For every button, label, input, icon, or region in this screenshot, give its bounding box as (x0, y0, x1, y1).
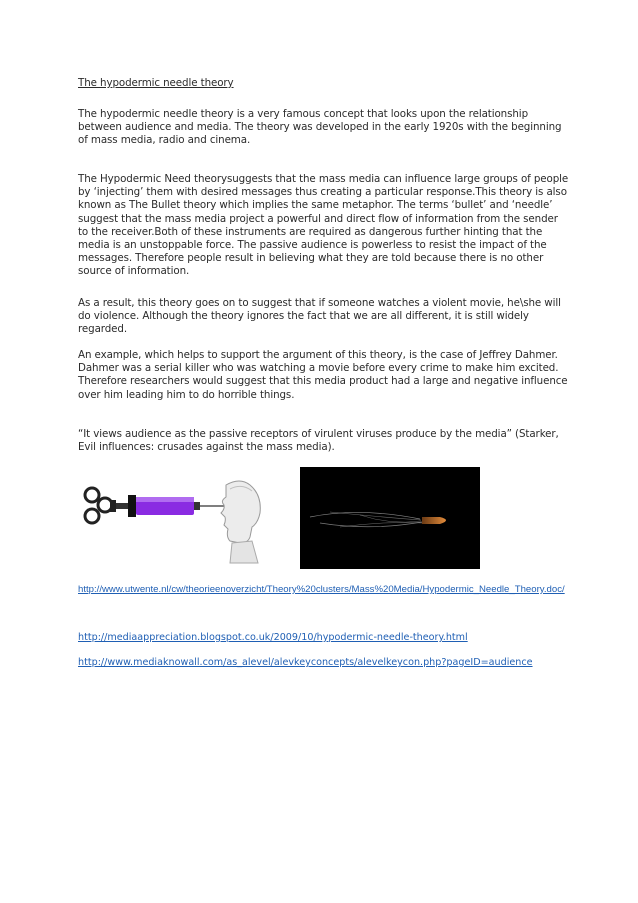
paragraph-example: An example, which helps to support the argument of this theory, is the case of Jeffrey Dahmer. Dahmer was a serial killer who was watching a movie before every crime to make him excited. Therefore researchers would suggest that this media product had a large and negative influence over him leading him to do horrible things. (78, 349, 568, 401)
syringe-head-image (80, 467, 270, 569)
link-3-container (78, 657, 570, 670)
link-1-container (78, 584, 570, 597)
paragraph-definition: The Hypodermic Need theorysuggests that the mass media can influence large groups of people by ‘injecting’ them with desired messages thus creating a particular response.This theory is also known as The Bullet theory which implies the same metaphor. The terms ‘bullet’ and ‘needle’ suggest that the mass media project a powerful and direct flow of information from the sender to the receiver.Both of these instruments are required as dangerous further hinting that the media is an unstoppable force. The passive audience is powerless to resist the impact of the messages. Therefore people result in believing what they are told because there is no other source of information. (78, 173, 569, 278)
paragraph-quote: “It views audience as the passive receptors of virulent viruses produce by the media” (Starker, Evil influences: crusades against the mass media). (78, 428, 559, 454)
paragraph-result: As a result, this theory goes on to suggest that if someone watches a violent movie, he\she will do violence. Although the theory ignores the fact that we are all different, it is still widely regarded. (78, 297, 561, 336)
bullet-image (300, 467, 480, 569)
source-link-2[interactable]: http://mediaappreciation.blogspot.co.uk/2009/10/hypodermic-needle-theory.html (78, 632, 468, 643)
document-title: The hypodermic needle theory (78, 77, 234, 89)
source-link-3[interactable]: http://www.mediaknowall.com/as_alevel/alevkeyconcepts/alevelkeycon.php?pageID=audience (78, 657, 533, 668)
source-link-1[interactable]: http://www.utwente.nl/cw/theorieenoverzicht/Theory%20clusters/Mass%20Media/Hypodermic_Needle_Theory.doc/ (78, 584, 565, 595)
link-2-container (78, 632, 570, 645)
paragraph-intro: The hypodermic needle theory is a very famous concept that looks upon the relationship between audience and media. The theory was developed in the early 1920s with the beginning of mass media, radio and cinema. (78, 108, 562, 147)
